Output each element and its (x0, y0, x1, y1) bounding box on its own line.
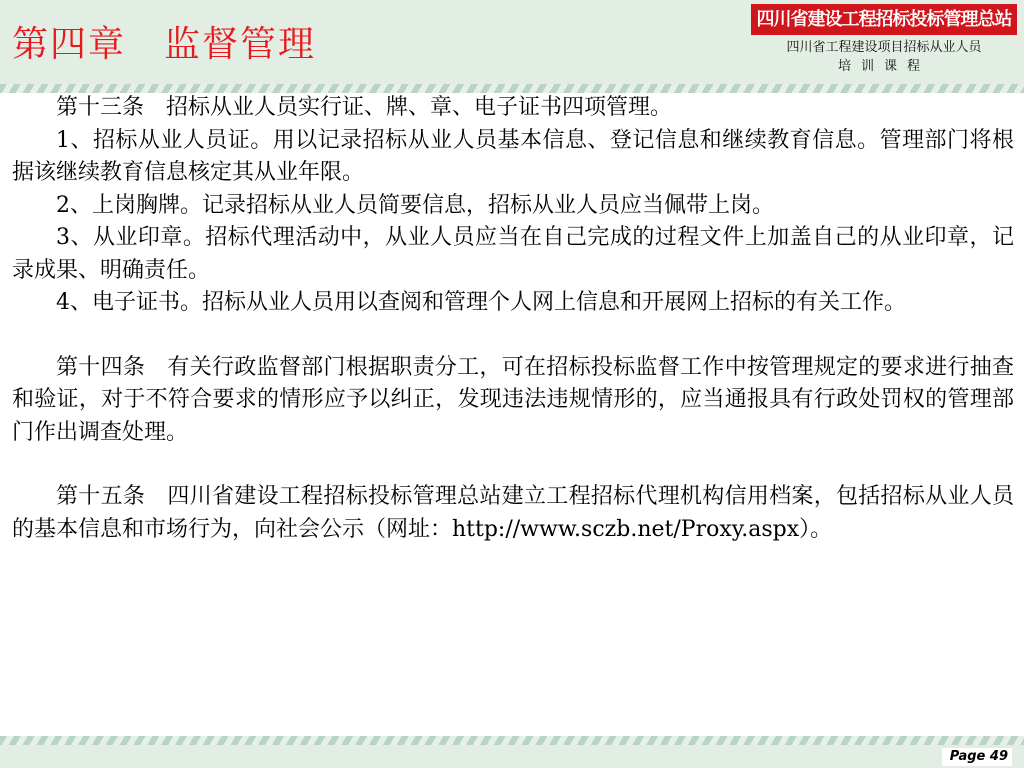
article-13-item-3: 3、从业印章。招标代理活动中，从业人员应当在自己完成的过程文件上加盖自己的从业印章，记录成果、明确责任。 (12, 225, 1014, 283)
page-number: Page 49 (942, 748, 1012, 766)
chapter-title: 第四章 监督管理 (12, 24, 317, 65)
article-14: 第十四条 有关行政监督部门根据职责分工，可在招标投标监督工作中按管理规定的要求进行抽查和验证，对于不符合要求的情形应予以纠正，发现违法违规情形的，应当通报具有行政处罚权的管理部门作出调查处理。 (12, 354, 1014, 445)
article-13-heading: 第十三条 招标从业人员实行证、牌、章、电子证书四项管理。 (56, 95, 673, 120)
article-15: 第十五条 四川省建设工程招标投标管理总站建立工程招标代理机构信用档案，包括招标从业人员的基本信息和市场行为，向社会公示（网址：http://www.sczb.net/Proxy.aspx）。 (12, 484, 1014, 542)
paragraph-spacer (12, 320, 1014, 352)
article-13-item-2: 2、上岗胸牌。记录招标从业人员简要信息，招标从业人员应当佩带上岗。 (56, 192, 774, 218)
article-13-item-4: 4、电子证书。招标从业人员用以查阅和管理个人网上信息和开展网上招标的有关工作。 (56, 290, 906, 315)
footer-divider-band (0, 736, 1024, 745)
slide-footer (0, 745, 1024, 768)
course-label (751, 38, 1017, 82)
article-13-item-1: 1、招标从业人员证。用以记录招标从业人员基本信息、登记信息和继续教育信息。管理部门将根据该继续教育信息核定其从业年限。 (12, 127, 1014, 185)
paragraph-spacer (12, 449, 1014, 481)
course-label-line1: 四川省工程建设项目招标从业人员 (786, 40, 982, 55)
organization-badge: 四川省建设工程招标投标管理总站 (751, 4, 1017, 35)
slide-body (12, 92, 1014, 732)
course-label-line2: 培训课程 (837, 59, 930, 74)
slide-header (0, 0, 1024, 84)
